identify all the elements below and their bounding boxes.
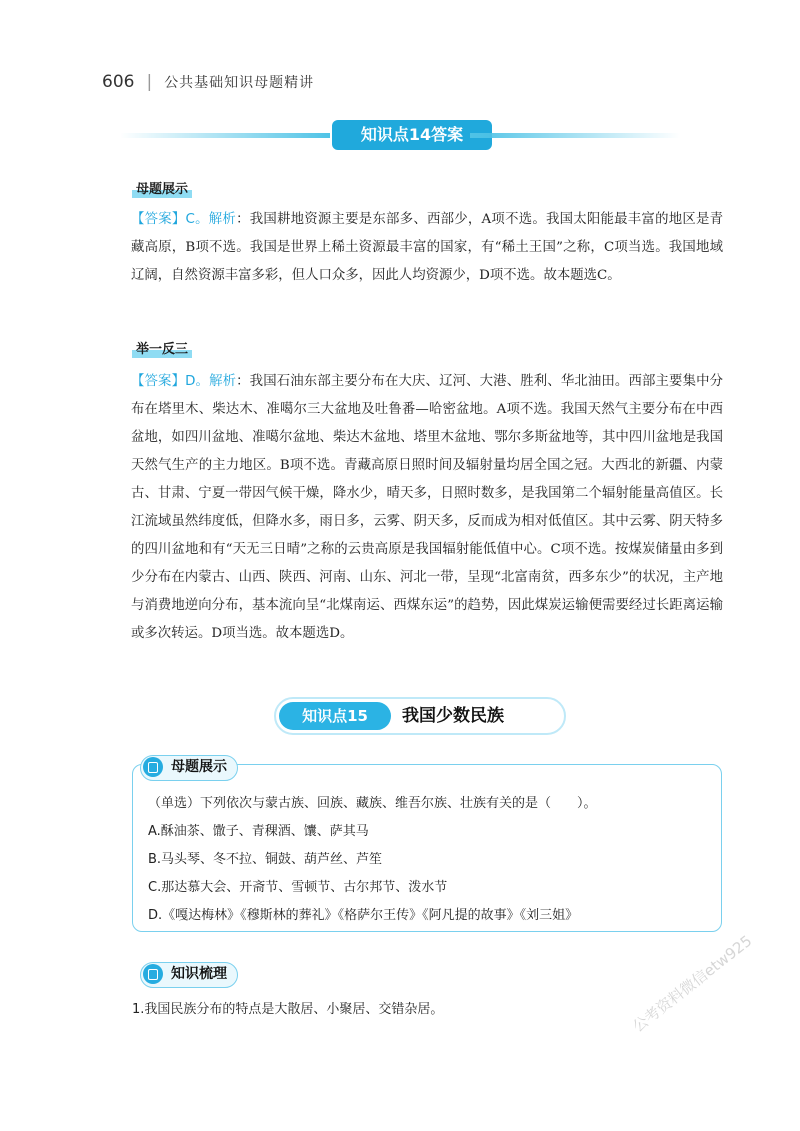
page-header xyxy=(102,72,314,92)
book-icon xyxy=(143,964,163,984)
section14-title: 知识点14答案 xyxy=(332,120,492,150)
watermark-text: 公考资料微信etw925 xyxy=(629,931,756,1036)
answer-tag: 【答案】C。解析 xyxy=(131,212,237,227)
option-a: A.酥油茶、馓子、青稞酒、馕、萨其马 xyxy=(148,824,369,839)
mother-answer-paragraph xyxy=(131,206,723,290)
header-separator: | xyxy=(146,72,153,92)
section15-number: 知识点15 xyxy=(279,702,391,730)
section14-banner xyxy=(120,120,680,150)
knowledge-point-1: 1.我国民族分布的特点是大散居、小聚居、交错杂居。 xyxy=(132,1002,444,1017)
book-title: 公共基础知识母题精讲 xyxy=(164,75,315,91)
answer-text: ：我国石油东部主要分布在大庆、辽河、大港、胜利、华北油田。西部主要集中分布在塔里木、柴达木、准噶尔三大盆地及吐鲁番—哈密盆地。A项不选。我国天然气主要分布在中西盆地，如四川盆地、准噶尔盆地、柴达木盆地、塔里木盆地、鄂尔多斯盆地等，其中四川盆地是我国天然气生产的主力地区。B项不选。青藏高原日照时间及辐射量均居全国之冠。大西北的新疆、内蒙古、甘肃、宁夏一带因气候干燥，降水少，晴天多，日照时数多，是我国第二个辐射能量高值区。长江流域虽然纬度低，但降水多，雨日多，云雾、阴天多，反而成为相对低值区。其中云雾、阴天特多的四川盆地和有“天无三日晴”之称的云贵高原是我国辐射能低值中心。C项不选。按煤炭储量由多到少分布在内蒙古、山西、陕西、河南、山东、河北一带，呈现“北富南贫，西多东少”的状况，主产地与消费地逆向分布，基本流向呈“北煤南运、西煤东运”的趋势，因此煤炭运输便需要经过长距离运输或多次转运。D项当选。故本题选D。 xyxy=(131,374,724,641)
answer-tag: 【答案】D。解析 xyxy=(131,374,237,389)
mother-question-label: 母题展示 xyxy=(132,182,192,198)
answer-text: ：我国耕地资源主要是东部多、西部少，A项不选。我国太阳能最丰富的地区是青藏高原，B项不选。我国是世界上稀土资源最丰富的国家，有“稀土王国”之称，C项当选。我国地域辽阔，自然资源丰富多彩，但人口众多，因此人均资源少，D项不选。故本题选C。 xyxy=(131,212,723,283)
tag-label: 母题展示 xyxy=(171,759,227,775)
mother-question-tag xyxy=(140,755,238,781)
question-stem: （单选）下列依次与蒙古族、回族、藏族、维吾尔族、壮族有关的是（ ）。 xyxy=(148,796,597,811)
banner-line-right xyxy=(470,133,680,138)
extend-question-label: 举一反三 xyxy=(132,342,192,358)
book-icon xyxy=(143,757,163,777)
option-c: C.那达慕大会、开斋节、雪顿节、古尔邦节、泼水节 xyxy=(148,880,448,895)
knowledge-tag xyxy=(140,962,238,988)
section15-title: 我国少数民族 xyxy=(402,706,504,726)
banner-line-left xyxy=(120,133,330,138)
extend-answer-paragraph xyxy=(131,368,723,648)
page-number: 606 xyxy=(102,72,135,92)
tag-label: 知识梳理 xyxy=(171,966,227,982)
option-b: B.马头琴、冬不拉、铜鼓、葫芦丝、芦笙 xyxy=(148,852,383,867)
option-d: D.《嘎达梅林》《穆斯林的葬礼》《格萨尔王传》《阿凡提的故事》《刘三姐》 xyxy=(148,908,579,923)
section15-banner xyxy=(274,697,566,735)
